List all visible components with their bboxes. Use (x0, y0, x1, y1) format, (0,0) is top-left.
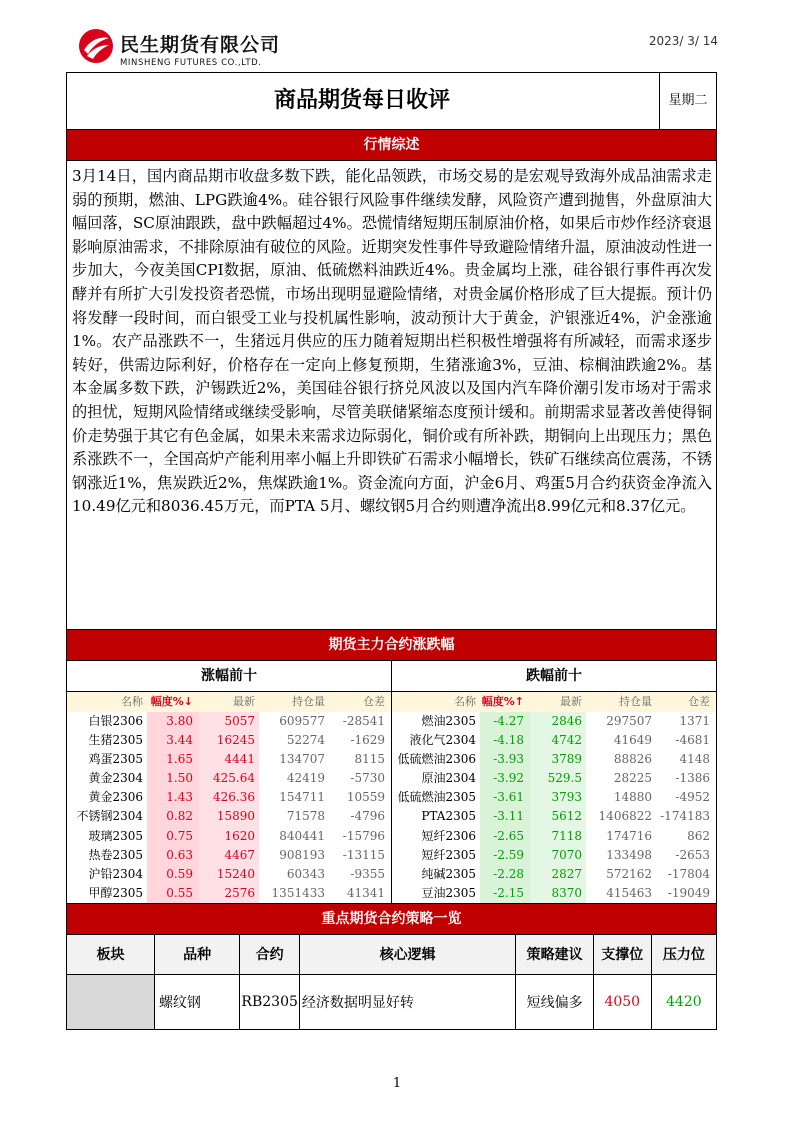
table-row[interactable] (392, 827, 716, 846)
last-price: 7070 (530, 846, 586, 865)
change-pct: 3.44 (147, 731, 199, 750)
change-pct: -3.11 (480, 807, 530, 826)
contract-name: 甲醇2305 (88, 885, 143, 900)
losers-table-header (392, 692, 716, 712)
strategy-table (67, 935, 716, 1029)
contract-name: 豆油2305 (421, 885, 476, 900)
last-price: 4467 (199, 846, 259, 865)
contract-name: 低硫燃油2306 (397, 752, 476, 767)
open-interest: 41649 (613, 733, 652, 748)
col-last: 最新 (560, 695, 582, 708)
table-row[interactable] (67, 712, 391, 731)
contract-name: 鸡蛋2305 (88, 752, 143, 767)
open-interest: 134707 (279, 752, 325, 767)
contract-name: 玻璃2305 (88, 828, 143, 843)
contract-name: 燃油2305 (421, 714, 476, 728)
gainers-heading: 涨幅前十 (67, 661, 392, 691)
table-row[interactable] (67, 750, 391, 769)
strategy-resistance: 4420 (666, 993, 702, 1010)
contract-name: PTA2305 (421, 809, 476, 824)
col-chg: 仓差 (363, 695, 385, 708)
last-price: 5057 (199, 712, 259, 731)
contract-name: 生猪2305 (88, 733, 143, 748)
col-pct-sort[interactable]: 幅度%↓ (150, 695, 193, 708)
company-name-en: MINSHENG FUTURES CO.,LTD. (120, 58, 262, 68)
oi-change: 41341 (346, 885, 385, 900)
last-price: 4742 (530, 731, 586, 750)
strategy-product: 螺纹钢 (154, 974, 239, 1029)
change-pct: -2.15 (480, 884, 530, 903)
movers-tables (67, 692, 716, 904)
strategy-contract: RB2305 (240, 974, 299, 1029)
strategy-row (67, 974, 716, 1029)
oi-change: -5730 (350, 771, 385, 786)
oi-change: -1386 (675, 771, 710, 786)
table-row[interactable] (67, 788, 391, 807)
col-chg: 仓差 (688, 695, 710, 708)
oi-change: -4952 (675, 790, 710, 805)
col-resistance: 压力位 (651, 935, 716, 975)
oi-change: -15796 (342, 828, 385, 843)
last-price: 1620 (199, 827, 259, 846)
col-sector: 板块 (67, 935, 154, 975)
strategy-header-row (67, 935, 716, 975)
contract-name: 不锈钢2304 (76, 809, 143, 824)
oi-change: -19049 (667, 885, 710, 900)
open-interest: 133498 (606, 847, 652, 862)
open-interest: 1351433 (271, 885, 325, 900)
contract-name: 短纤2306 (421, 828, 476, 843)
change-pct: 0.82 (147, 807, 199, 826)
last-price: 15240 (199, 865, 259, 884)
minsheng-logo-icon (78, 28, 114, 64)
table-row[interactable] (67, 769, 391, 788)
table-row[interactable] (392, 731, 716, 750)
oi-change: 1371 (679, 714, 710, 728)
col-product: 品种 (154, 935, 239, 975)
oi-change: -174183 (660, 809, 710, 824)
table-row[interactable] (392, 865, 716, 884)
page-number: 1 (392, 1076, 402, 1091)
open-interest: 572162 (606, 866, 652, 881)
title-row (67, 73, 716, 130)
table-row[interactable] (67, 807, 391, 826)
open-interest: 28225 (613, 771, 652, 786)
oi-change: -1629 (350, 733, 385, 748)
report-frame (66, 72, 717, 1030)
oi-change: -4681 (675, 733, 710, 748)
change-pct: 0.59 (147, 865, 199, 884)
report-title: 商品期货每日收评 (273, 88, 450, 113)
contract-name: 白银2306 (88, 714, 143, 728)
report-date: 2023/ 3/ 14 (648, 34, 718, 48)
strategy-heading: 重点期货合约策略一览 (67, 904, 716, 935)
open-interest: 88826 (613, 752, 652, 767)
oi-change: 10559 (346, 790, 385, 805)
page-header (0, 0, 794, 72)
contract-name: 液化气2304 (409, 733, 476, 748)
col-oi: 持仓量 (619, 695, 652, 708)
last-price: 426.36 (199, 788, 259, 807)
change-pct: -2.28 (480, 865, 530, 884)
summary-text: 3月14日，国内商品期市收盘多数下跌，能化品领跌，市场交易的是宏观导致海外成品油需求走弱的预期，燃油、LPG跌逾4%。硅谷银行风险事件继续发酵，风险资产遭到抛售，外盘原油大幅回落，SC原油跟跌，盘中跌幅超过4%。恐慌情绪短期压制原油价格，如果后市炒作经济衰退影响原油需求，不排除原油有破位的风险。近期突发性事件导致避险情绪升温，原油波动性进一步加大，今夜美国CPI数据，原油、低硫燃料油跌近4%。贵金属均上涨，硅谷银行事件再次发酵并有所扩大引发投资者恐慌，市场出现明显避险情绪，对贵金属价格形成了巨大提振。预计仍将发酵一段时间，而白银受工业与投机属性影响，波动预计大于黄金，沪银涨近4%，沪金涨逾1%。农产品涨跌不一，生猪远月供应的压力随着短期出栏积极性增强将有所减轻，而需求逐步转好，供需边际利好，价格存在一定向上修复预期，生猪涨逾3%，豆油、棕榈油跌逾2%。基本金属多数下跌，沪锡跌近2%，美国硅谷银行挤兑风波以及国内汽车降价潮引发市场对于需求的担忧，短期风险情绪或继续受影响，尽管美联储紧缩态度预计缓和。前期需求显著改善使得铜价走势强于其它有色金属，如果未来需求边际弱化，铜价或有所补跌，期铜向上出现压力；黑色系涨跌不一，全国高炉产能利用率小幅上升即铁矿石需求小幅增长，铁矿石继续高位震荡，不锈钢涨近1%，焦炭跌近2%，焦煤跌逾1%。资金流向方面，沪金6月、鸡蛋5月合约获资金净流入10.49亿元和8036.45万元，而PTA 5月、螺纹钢5月合约则遭净流出8.99亿元和8.37亿元。 (67, 161, 716, 630)
table-row[interactable] (392, 807, 716, 826)
change-pct: 1.43 (147, 788, 199, 807)
change-pct: -2.59 (480, 846, 530, 865)
gainers-table (67, 692, 392, 903)
change-pct: -2.65 (480, 827, 530, 846)
last-price: 425.64 (199, 769, 259, 788)
movers-subheadings (67, 661, 716, 692)
change-pct: 0.63 (147, 846, 199, 865)
last-price: 4441 (199, 750, 259, 769)
open-interest: 71578 (286, 809, 325, 824)
col-name: 名称 (121, 695, 143, 708)
open-interest: 297507 (606, 714, 652, 728)
change-pct: 3.80 (147, 712, 199, 731)
change-pct: -4.27 (480, 712, 530, 731)
table-row[interactable] (392, 846, 716, 865)
table-row[interactable] (392, 884, 716, 903)
last-price: 2576 (199, 884, 259, 903)
strategy-sector (67, 974, 154, 1029)
table-row[interactable] (67, 827, 391, 846)
open-interest: 415463 (606, 885, 652, 900)
last-price: 15890 (199, 807, 259, 826)
oi-change: 8115 (354, 752, 385, 767)
open-interest: 174716 (606, 828, 652, 843)
change-pct: -3.93 (480, 750, 530, 769)
col-oi: 持仓量 (292, 695, 325, 708)
last-price: 5612 (530, 807, 586, 826)
open-interest: 60343 (286, 866, 325, 881)
last-price: 3789 (530, 750, 586, 769)
strategy-support: 4050 (593, 974, 651, 1029)
oi-change: -13115 (342, 847, 385, 862)
last-price: 3793 (530, 788, 586, 807)
movers-heading: 期货主力合约涨跌幅 (67, 630, 716, 661)
open-interest: 52274 (286, 733, 325, 748)
table-row[interactable] (67, 846, 391, 865)
col-last: 最新 (233, 695, 255, 708)
open-interest: 42419 (286, 771, 325, 786)
open-interest: 14880 (613, 790, 652, 805)
change-pct: 0.75 (147, 827, 199, 846)
contract-name: 黄金2304 (88, 771, 143, 786)
change-pct: 0.55 (147, 884, 199, 903)
oi-change: 4148 (679, 752, 710, 767)
table-row[interactable] (392, 788, 716, 807)
contract-name: 沪铅2304 (88, 866, 143, 881)
losers-table-body (392, 712, 716, 903)
contract-name: 原油2304 (421, 771, 476, 786)
change-pct: 1.50 (147, 769, 199, 788)
table-row[interactable] (67, 731, 391, 750)
contract-name: 短纤2305 (421, 847, 476, 862)
last-price: 2827 (530, 865, 586, 884)
open-interest: 1406822 (598, 809, 652, 824)
contract-name: 纯碱2305 (421, 866, 476, 881)
table-row[interactable] (392, 712, 716, 731)
col-pct-sort[interactable]: 幅度%↑ (481, 695, 524, 708)
summary-heading: 行情综述 (67, 130, 716, 161)
table-row[interactable] (392, 750, 716, 769)
oi-change: -2653 (675, 847, 710, 862)
change-pct: -4.18 (480, 731, 530, 750)
change-pct: 1.65 (147, 750, 199, 769)
open-interest: 840441 (279, 828, 325, 843)
strategy-logic: 经济数据明显好转 (299, 974, 515, 1029)
oi-change: -9355 (350, 866, 385, 881)
last-price: 7118 (530, 827, 586, 846)
last-price: 8370 (530, 884, 586, 903)
change-pct: -3.92 (480, 769, 530, 788)
table-row[interactable] (67, 865, 391, 884)
change-pct: -3.61 (480, 788, 530, 807)
col-contract: 合约 (240, 935, 299, 975)
last-price: 2846 (530, 712, 586, 731)
losers-heading: 跌幅前十 (526, 668, 582, 684)
oi-change: -17804 (667, 866, 710, 881)
table-row[interactable] (67, 884, 391, 903)
company-name-cn: 民生期货有限公司 (120, 34, 281, 56)
open-interest: 908193 (279, 847, 325, 862)
last-price: 529.5 (530, 769, 586, 788)
oi-change: -4796 (350, 809, 385, 824)
col-logic: 核心逻辑 (299, 935, 515, 975)
col-name: 名称 (454, 695, 476, 708)
gainers-table-body (67, 712, 391, 903)
table-row[interactable] (392, 769, 716, 788)
gainers-table-header (67, 692, 391, 712)
last-price: 16245 (199, 731, 259, 750)
open-interest: 154711 (279, 790, 325, 805)
contract-name: 热卷2305 (88, 847, 143, 862)
contract-name: 黄金2306 (88, 790, 143, 805)
strategy-advice: 短线偏多 (516, 974, 594, 1029)
col-support: 支撑位 (593, 935, 651, 975)
oi-change: -28541 (342, 714, 385, 728)
losers-table (392, 692, 716, 903)
col-advice: 策略建议 (516, 935, 594, 975)
report-weekday: 星期二 (659, 73, 716, 129)
contract-name: 低硫燃油2305 (397, 790, 476, 805)
open-interest: 609577 (279, 714, 325, 728)
oi-change: 862 (687, 828, 710, 843)
